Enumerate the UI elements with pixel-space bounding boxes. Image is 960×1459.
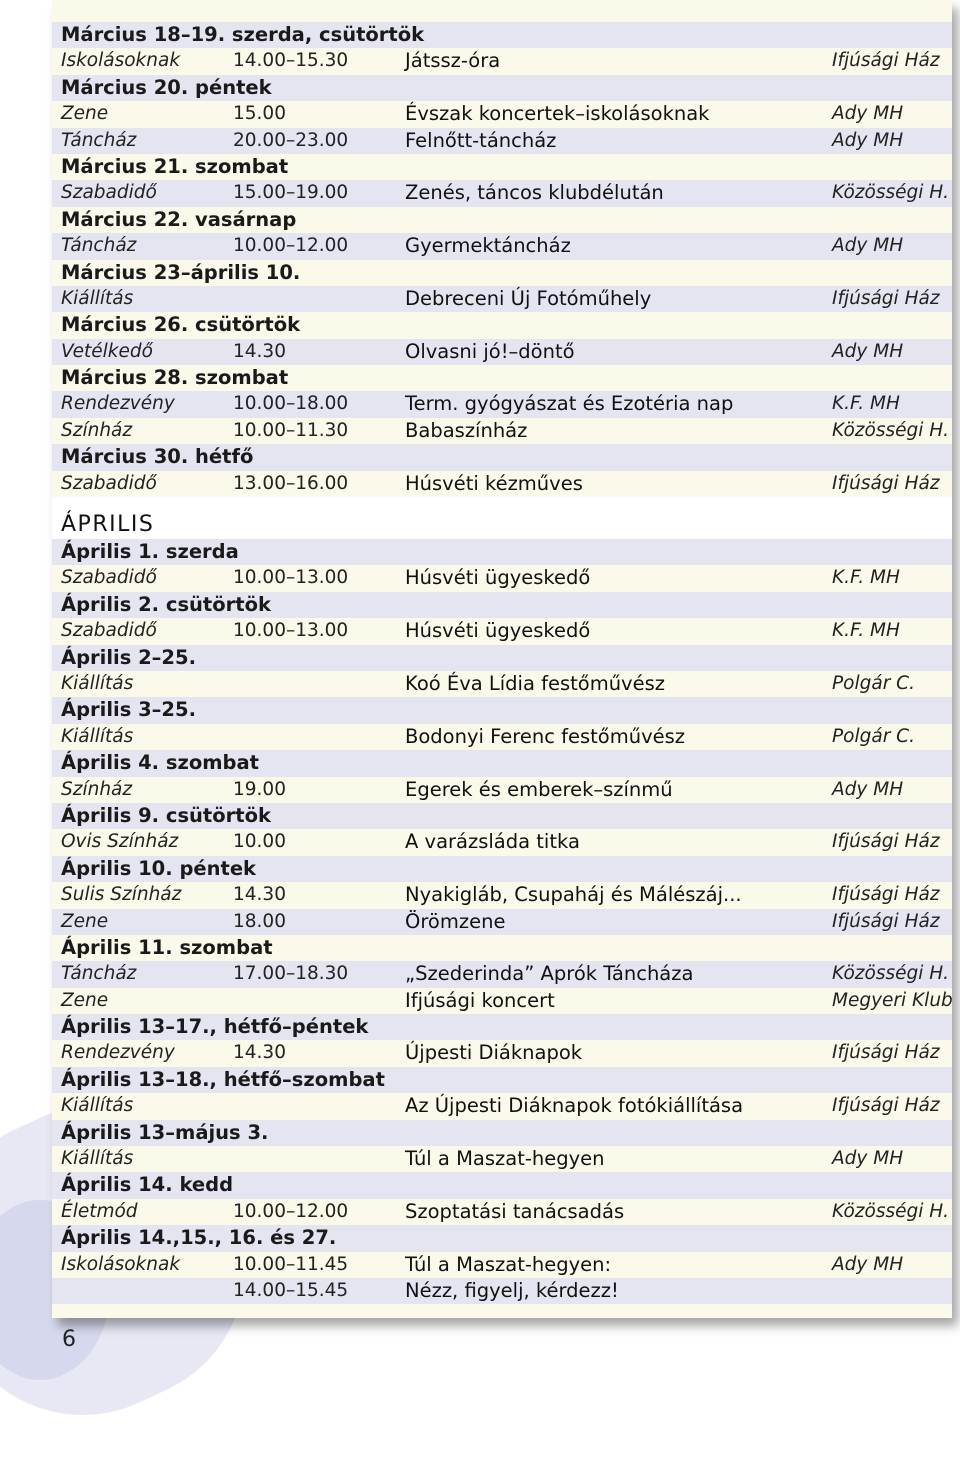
event-venue: Ifjúsági Ház	[832, 910, 940, 932]
event-time: 17.00–18.30	[233, 963, 349, 985]
event-category: Vetélkedő	[61, 340, 153, 362]
date-heading-row	[52, 645, 952, 671]
event-venue: Ifjúsági Ház	[832, 1095, 940, 1117]
event-row	[52, 724, 952, 750]
event-row	[52, 418, 952, 444]
date-heading: Április 2. csütörtök	[61, 592, 271, 616]
date-heading: Április 14.,15., 16. és 27.	[61, 1226, 337, 1250]
event-row	[52, 829, 952, 855]
section-gap	[52, 497, 952, 509]
event-row	[52, 1146, 952, 1172]
event-category: Kiállítás	[61, 1095, 134, 1117]
event-title: Debreceni Új Fotóműhely	[405, 286, 652, 310]
date-heading: Április 13–17., hétfő–péntek	[61, 1015, 369, 1039]
event-time: 14.30	[233, 884, 286, 906]
event-venue: K.F. MH	[832, 567, 900, 589]
event-category: Sulis Színház	[61, 884, 182, 906]
event-venue: Megyeri Klub	[832, 989, 953, 1011]
event-venue: Közösségi H.	[832, 419, 950, 441]
date-heading: Március 30. hétfő	[61, 445, 254, 469]
event-time: 10.00–12.00	[233, 235, 349, 257]
event-category: Ovis Színház	[61, 831, 179, 853]
date-heading-row	[52, 260, 952, 286]
event-time: 10.00–13.00	[233, 620, 349, 642]
event-title: Olvasni jó!–döntő	[405, 339, 575, 363]
event-title: Játssz-óra	[405, 49, 501, 73]
date-heading-row	[52, 1067, 952, 1093]
event-row	[52, 101, 952, 127]
date-heading-row	[52, 1225, 952, 1251]
date-heading-row	[52, 1120, 952, 1146]
event-venue: Ady MH	[832, 778, 904, 800]
date-heading-row	[52, 750, 952, 776]
event-category: Zene	[61, 103, 109, 125]
event-time: 10.00	[233, 831, 286, 853]
date-heading-row	[52, 1172, 952, 1198]
event-title: Túl a Maszat-hegyen	[405, 1147, 605, 1171]
date-heading-row	[52, 154, 952, 180]
date-heading: Április 4. szombat	[61, 751, 259, 775]
event-row	[52, 909, 952, 935]
event-time: 20.00–23.00	[233, 129, 349, 151]
date-heading-row	[52, 935, 952, 961]
event-title: Term. gyógyászat és Ezotéria nap	[405, 392, 734, 416]
event-time: 15.00	[233, 103, 286, 125]
event-row	[52, 777, 952, 803]
date-heading: Április 2–25.	[61, 645, 196, 669]
event-category: Szabadidő	[61, 182, 157, 204]
event-title: A varázsláda titka	[405, 830, 580, 854]
event-category: Táncház	[61, 235, 137, 257]
event-category: Szabadidő	[61, 567, 157, 589]
event-category: Kiállítás	[61, 287, 134, 309]
event-venue: Ifjúsági Ház	[832, 472, 940, 494]
event-row	[52, 882, 952, 908]
date-heading: Április 10. péntek	[61, 856, 257, 880]
event-title: Nyakigláb, Csupaháj és Málészáj...	[405, 883, 742, 907]
date-heading: Április 3–25.	[61, 698, 196, 722]
date-heading-row	[52, 1014, 952, 1040]
event-title: Húsvéti kézműves	[405, 471, 583, 495]
event-title: Koó Éva Lídia festőművész	[405, 671, 665, 695]
event-category: Életmód	[61, 1200, 138, 1222]
event-title: „Szederinda” Aprók Táncháza	[405, 962, 694, 986]
event-venue: Ady MH	[832, 1253, 904, 1275]
event-venue: Ady MH	[832, 340, 904, 362]
event-venue: Ady MH	[832, 1148, 904, 1170]
date-heading-row	[52, 312, 952, 338]
date-heading-row	[52, 444, 952, 470]
event-row	[52, 471, 952, 497]
event-venue: Ady MH	[832, 235, 904, 257]
program-sheet	[52, 0, 952, 1318]
event-category: Zene	[61, 989, 109, 1011]
event-title: Nézz, figyelj, kérdezz!	[405, 1278, 619, 1302]
event-time: 10.00–11.30	[233, 419, 349, 441]
event-title: Húsvéti ügyeskedő	[405, 566, 591, 590]
event-row	[52, 286, 952, 312]
event-row	[52, 1199, 952, 1225]
event-category: Kiállítás	[61, 725, 134, 747]
date-heading: Március 23–április 10.	[61, 260, 301, 284]
event-title: Bodonyi Ferenc festőművész	[405, 724, 686, 748]
event-row	[52, 391, 952, 417]
date-heading-row	[52, 539, 952, 565]
date-heading: Április 14. kedd	[61, 1173, 234, 1197]
event-row	[52, 988, 952, 1014]
event-row	[52, 233, 952, 259]
date-heading-row	[52, 207, 952, 233]
event-time: 10.00–12.00	[233, 1200, 349, 1222]
date-heading: Március 22. vasárnap	[61, 207, 297, 231]
event-time: 14.00–15.30	[233, 50, 349, 72]
event-venue: Ifjúsági Ház	[832, 831, 940, 853]
date-heading-row	[52, 75, 952, 101]
event-title: Felnőtt-táncház	[405, 128, 557, 152]
event-row	[52, 1252, 952, 1278]
event-row	[52, 1278, 952, 1304]
event-row	[52, 961, 952, 987]
event-title: Babaszínház	[405, 418, 528, 442]
event-row	[52, 565, 952, 591]
event-category: Zene	[61, 910, 109, 932]
event-venue: Ady MH	[832, 103, 904, 125]
event-venue: Polgár C.	[832, 672, 915, 694]
event-time: 19.00	[233, 778, 286, 800]
event-venue: Polgár C.	[832, 725, 915, 747]
date-heading-row	[52, 697, 952, 723]
event-category: Táncház	[61, 129, 137, 151]
event-category: Iskolásoknak	[61, 1253, 181, 1275]
event-category: Kiállítás	[61, 1148, 134, 1170]
event-venue: Közösségi H.	[832, 182, 950, 204]
event-row	[52, 1093, 952, 1119]
event-list	[52, 22, 952, 1304]
event-title: Ifjúsági koncert	[405, 988, 555, 1012]
event-venue: Ady MH	[832, 129, 904, 151]
event-time: 10.00–11.45	[233, 1253, 349, 1275]
event-time: 14.30	[233, 340, 286, 362]
event-category: Rendezvény	[61, 1042, 175, 1064]
page-number: 6	[62, 1327, 76, 1352]
event-title: Zenés, táncos klubdélután	[405, 181, 664, 205]
month-title: ÁPRILIS	[61, 512, 155, 538]
event-title: Egerek és emberek–színmű	[405, 777, 673, 801]
event-venue: Ifjúsági Ház	[832, 50, 940, 72]
event-row	[52, 1040, 952, 1066]
event-venue: Közösségi H.	[832, 1200, 950, 1222]
event-venue: Ifjúsági Ház	[832, 1042, 940, 1064]
date-heading-row	[52, 22, 952, 48]
event-venue: Ifjúsági Ház	[832, 884, 940, 906]
event-category: Iskolásoknak	[61, 50, 181, 72]
event-time: 13.00–16.00	[233, 472, 349, 494]
date-heading: Április 1. szerda	[61, 540, 239, 564]
event-category: Színház	[61, 778, 133, 800]
date-heading: Március 18–19. szerda, csütörtök	[61, 23, 425, 46]
event-category: Kiállítás	[61, 672, 134, 694]
event-venue: K.F. MH	[832, 393, 900, 415]
event-row	[52, 48, 952, 74]
date-heading: Március 26. csütörtök	[61, 313, 301, 337]
event-category: Színház	[61, 419, 133, 441]
event-row	[52, 128, 952, 154]
event-row	[52, 339, 952, 365]
event-category: Szabadidő	[61, 620, 157, 642]
event-time: 14.00–15.45	[233, 1279, 349, 1301]
date-heading: Március 20. péntek	[61, 75, 272, 99]
date-heading-row	[52, 365, 952, 391]
event-row	[52, 180, 952, 206]
event-time: 14.30	[233, 1042, 286, 1064]
date-heading: Április 11. szombat	[61, 935, 273, 959]
date-heading-row	[52, 856, 952, 882]
event-time: 15.00–19.00	[233, 182, 349, 204]
event-title: Újpesti Diáknapok	[405, 1041, 583, 1065]
date-heading-row	[52, 803, 952, 829]
event-time: 10.00–13.00	[233, 567, 349, 589]
event-row	[52, 671, 952, 697]
date-heading: Április 13–18., hétfő–szombat	[61, 1067, 385, 1091]
event-title: Örömzene	[405, 909, 506, 933]
event-venue: Ifjúsági Ház	[832, 287, 940, 309]
event-row	[52, 618, 952, 644]
event-venue: Közösségi H.	[832, 963, 950, 985]
date-heading: Április 9. csütörtök	[61, 803, 271, 827]
date-heading: Április 13–május 3.	[61, 1120, 269, 1144]
event-category: Rendezvény	[61, 393, 175, 415]
event-category: Táncház	[61, 963, 137, 985]
event-time: 10.00–18.00	[233, 393, 349, 415]
date-heading: Március 21. szombat	[61, 154, 289, 178]
event-title: Az Újpesti Diáknapok fotókiállítása	[405, 1094, 744, 1118]
event-title: Húsvéti ügyeskedő	[405, 619, 591, 643]
event-title: Túl a Maszat-hegyen:	[405, 1252, 612, 1276]
event-venue: K.F. MH	[832, 620, 900, 642]
event-category: Szabadidő	[61, 472, 157, 494]
date-heading-row	[52, 592, 952, 618]
event-title: Szoptatási tanácsadás	[405, 1199, 625, 1223]
event-title: Gyermektáncház	[405, 234, 571, 258]
month-header	[52, 509, 952, 539]
event-title: Évszak koncertek–iskolásoknak	[405, 102, 710, 126]
event-time: 18.00	[233, 910, 286, 932]
date-heading: Március 28. szombat	[61, 366, 289, 390]
